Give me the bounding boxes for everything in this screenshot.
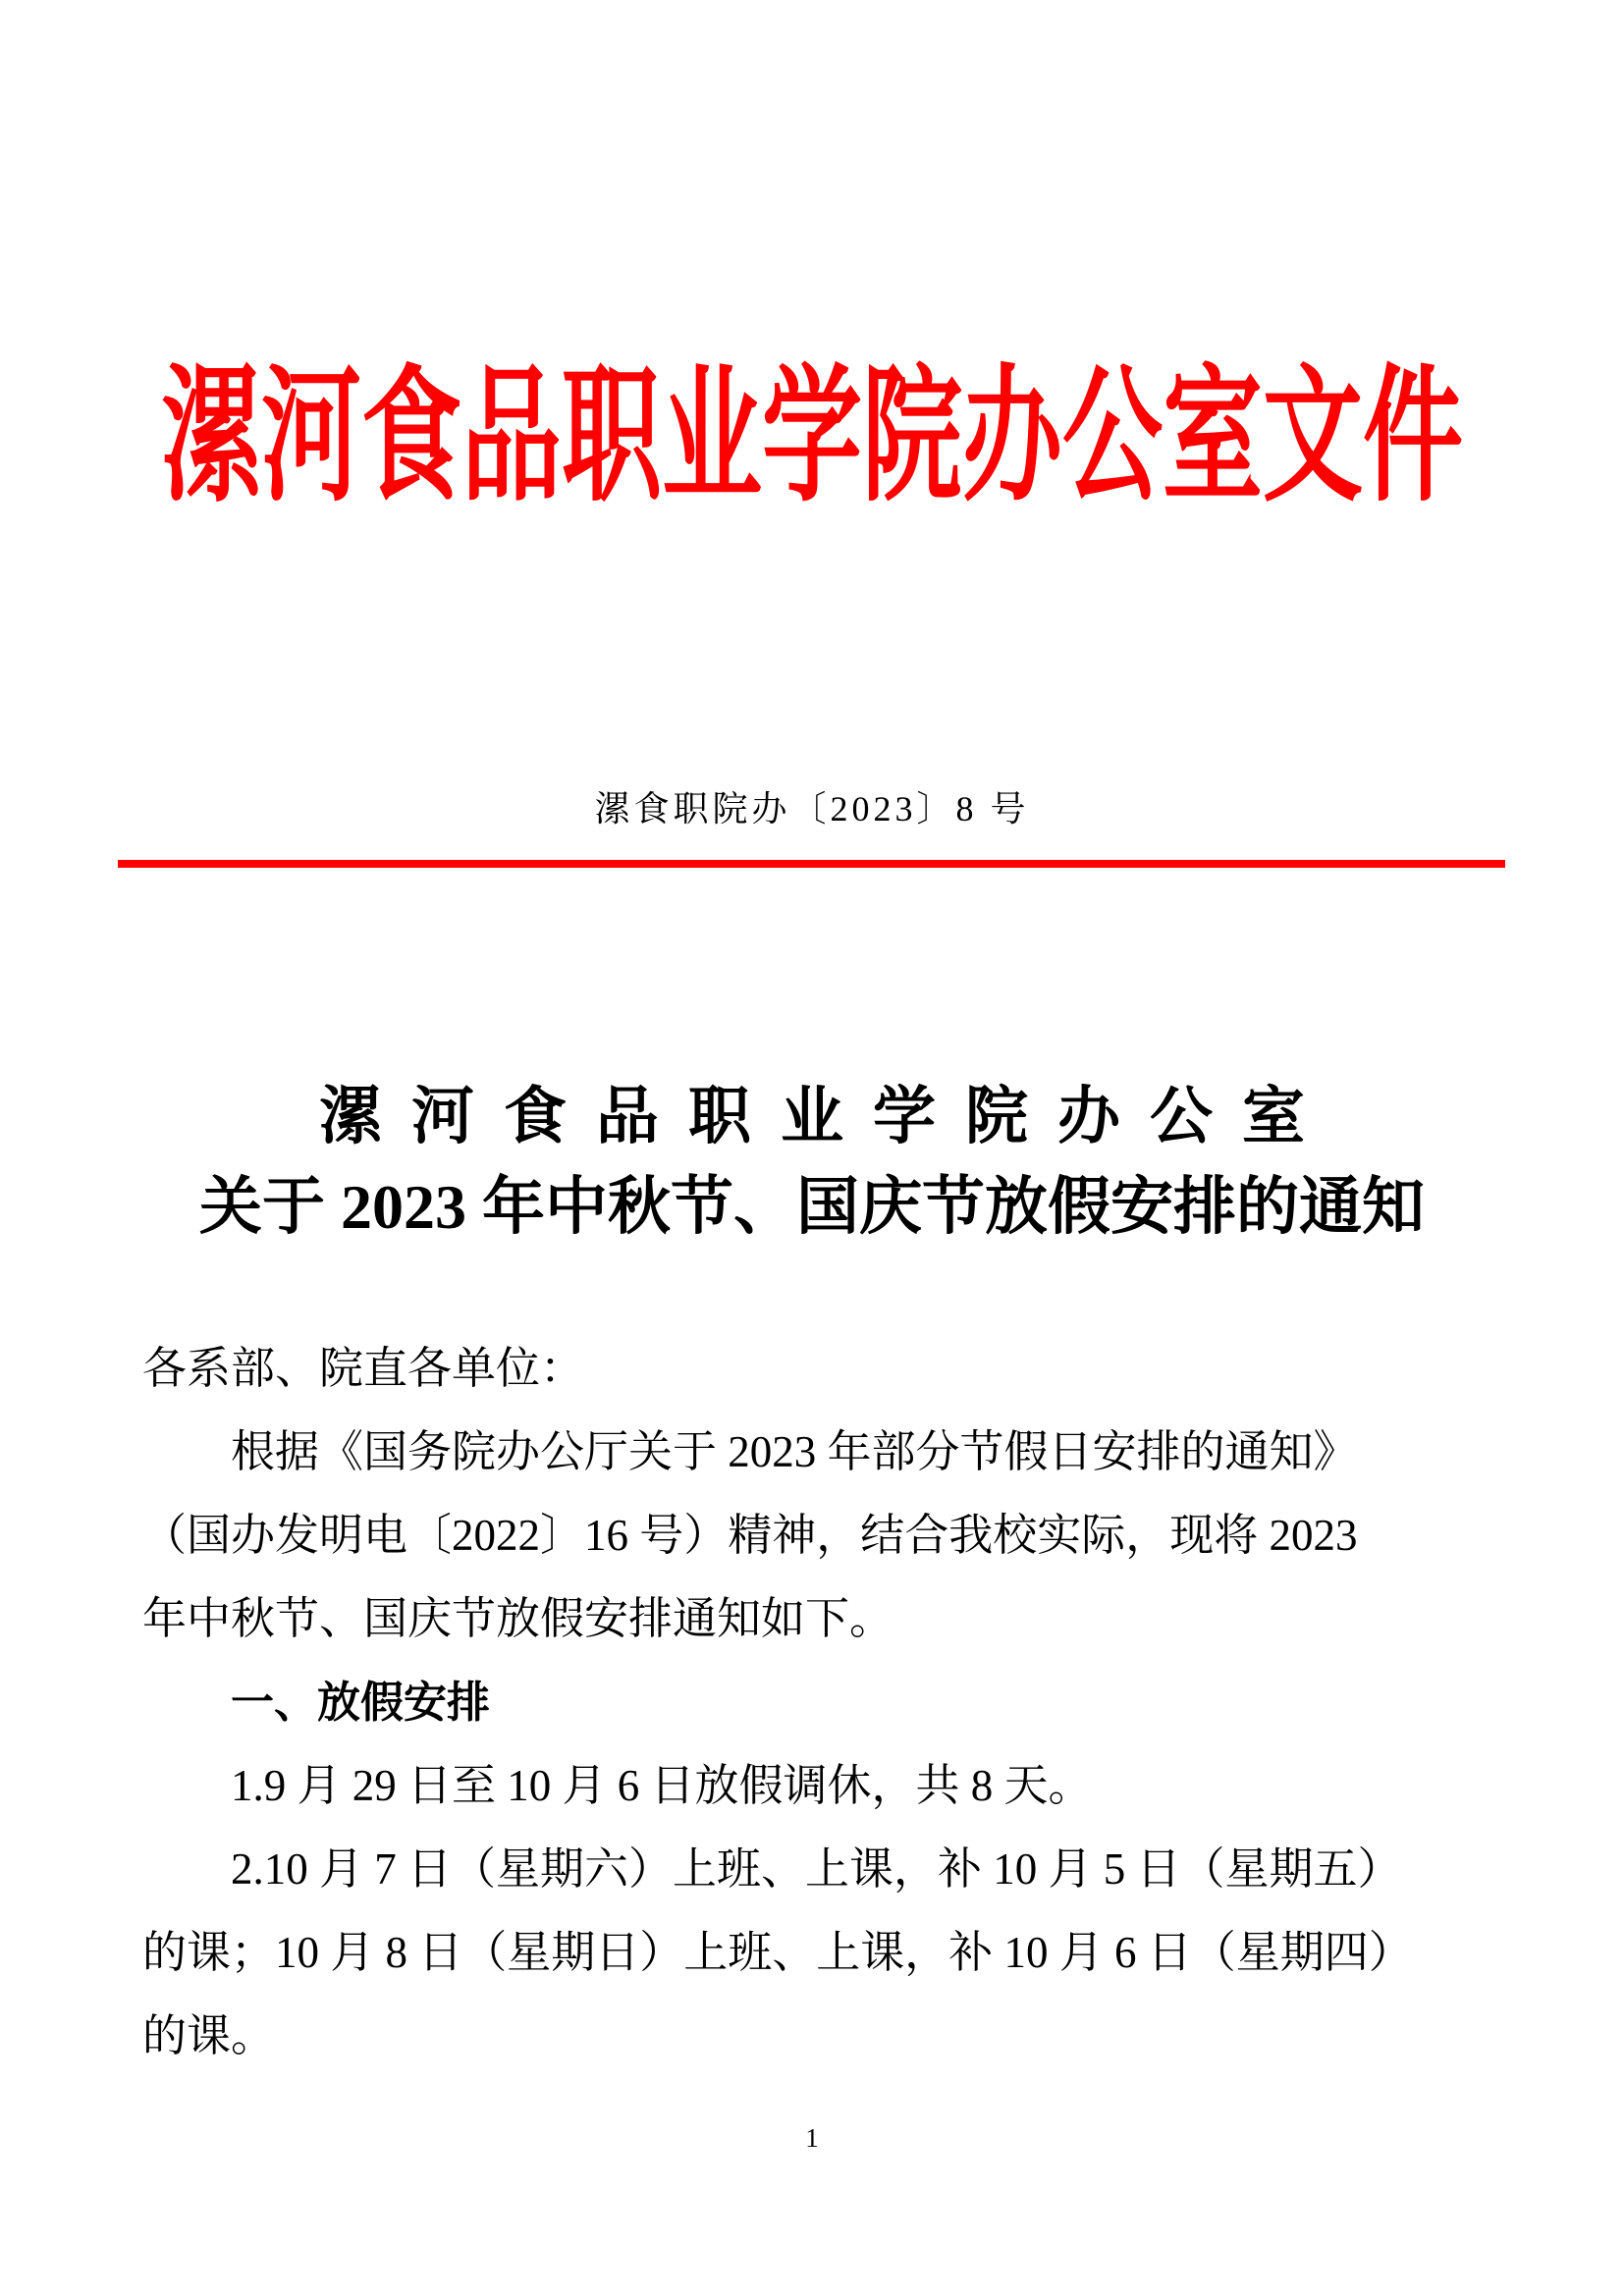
doc-reference-number: 漯食职院办〔2023〕8 号	[594, 789, 1030, 828]
notice-title-line1: 漯河食品职业学院办公室	[319, 1082, 1334, 1151]
notice-title-line2: 关于 2023 年中秋节、国庆节放假安排的通知	[199, 1172, 1425, 1242]
body-line: 年中秋节、国庆节放假安排通知如下。	[142, 1594, 894, 1643]
salutation-line: 各系部、院直各单位：	[142, 1344, 585, 1393]
body-line: （国办发明电〔2022〕16 号）精神，结合我校实际，现将 2023	[142, 1511, 1358, 1560]
page-number: 1	[805, 2123, 819, 2153]
notice-body	[142, 1327, 1497, 2078]
body-line: 根据《国务院办公厅关于 2023 年部分节假日安排的通知》	[231, 1427, 1358, 1476]
letterhead-banner	[0, 349, 1624, 526]
section-heading-holiday-arrangement: 一、放假安排	[231, 1679, 490, 1727]
body-line: 2.10 月 7 日（星期六）上班、上课，补 10 月 5 日（星期五）	[231, 1844, 1402, 1894]
letterhead-title: 漯河食品职业学院办公室文件	[161, 356, 1464, 519]
red-divider-rule	[118, 860, 1505, 868]
body-line: 的课；10 月 8 日（星期日）上班、上课，补 10 月 6 日（星期四）	[142, 1928, 1413, 1977]
body-line: 1.9 月 29 日至 10 月 6 日放假调休，共 8 天。	[231, 1761, 1093, 1810]
body-line: 的课。	[142, 2011, 276, 2060]
